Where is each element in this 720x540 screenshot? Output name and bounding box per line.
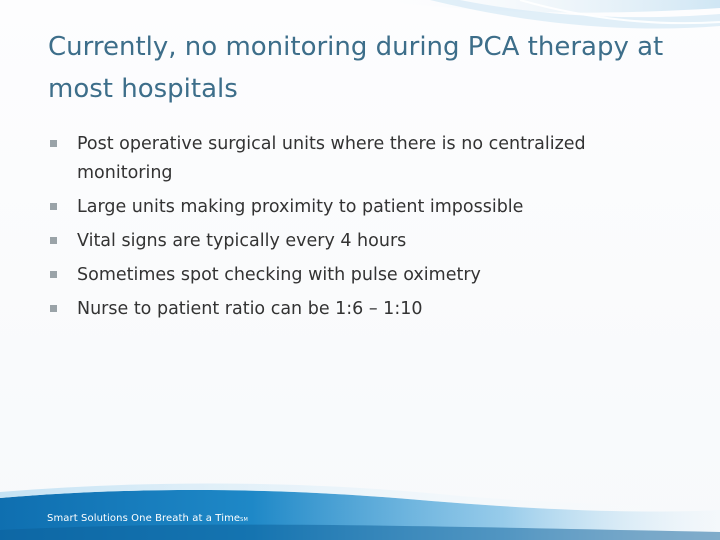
square-bullet-icon <box>50 305 57 312</box>
bullet-text: Large units making proximity to patient impossible <box>77 197 524 217</box>
bullet-list <box>50 130 670 329</box>
bullet-item <box>50 130 670 188</box>
square-bullet-icon <box>50 271 57 278</box>
slide-title: Currently, no monitoring during PCA therapy at most hospitals <box>48 32 664 104</box>
footer-tagline: Smart Solutions One Breath at a TimeSM <box>47 513 248 524</box>
bullet-text: Vital signs are typically every 4 hours <box>77 231 407 251</box>
bullet-item <box>50 261 670 290</box>
square-bullet-icon <box>50 140 57 147</box>
bullet-item <box>50 227 670 256</box>
square-bullet-icon <box>50 237 57 244</box>
bottom-decorative-swoosh <box>0 470 720 540</box>
bullet-item <box>50 193 670 222</box>
square-bullet-icon <box>50 203 57 210</box>
bullet-item <box>50 295 670 324</box>
service-mark: SM <box>240 517 248 523</box>
bullet-text: Nurse to patient ratio can be 1:6 – 1:10 <box>77 299 423 319</box>
bullet-text: Post operative surgical units where there is no centralized monitoring <box>77 134 586 183</box>
bullet-text: Sometimes spot checking with pulse oximetry <box>77 265 481 285</box>
